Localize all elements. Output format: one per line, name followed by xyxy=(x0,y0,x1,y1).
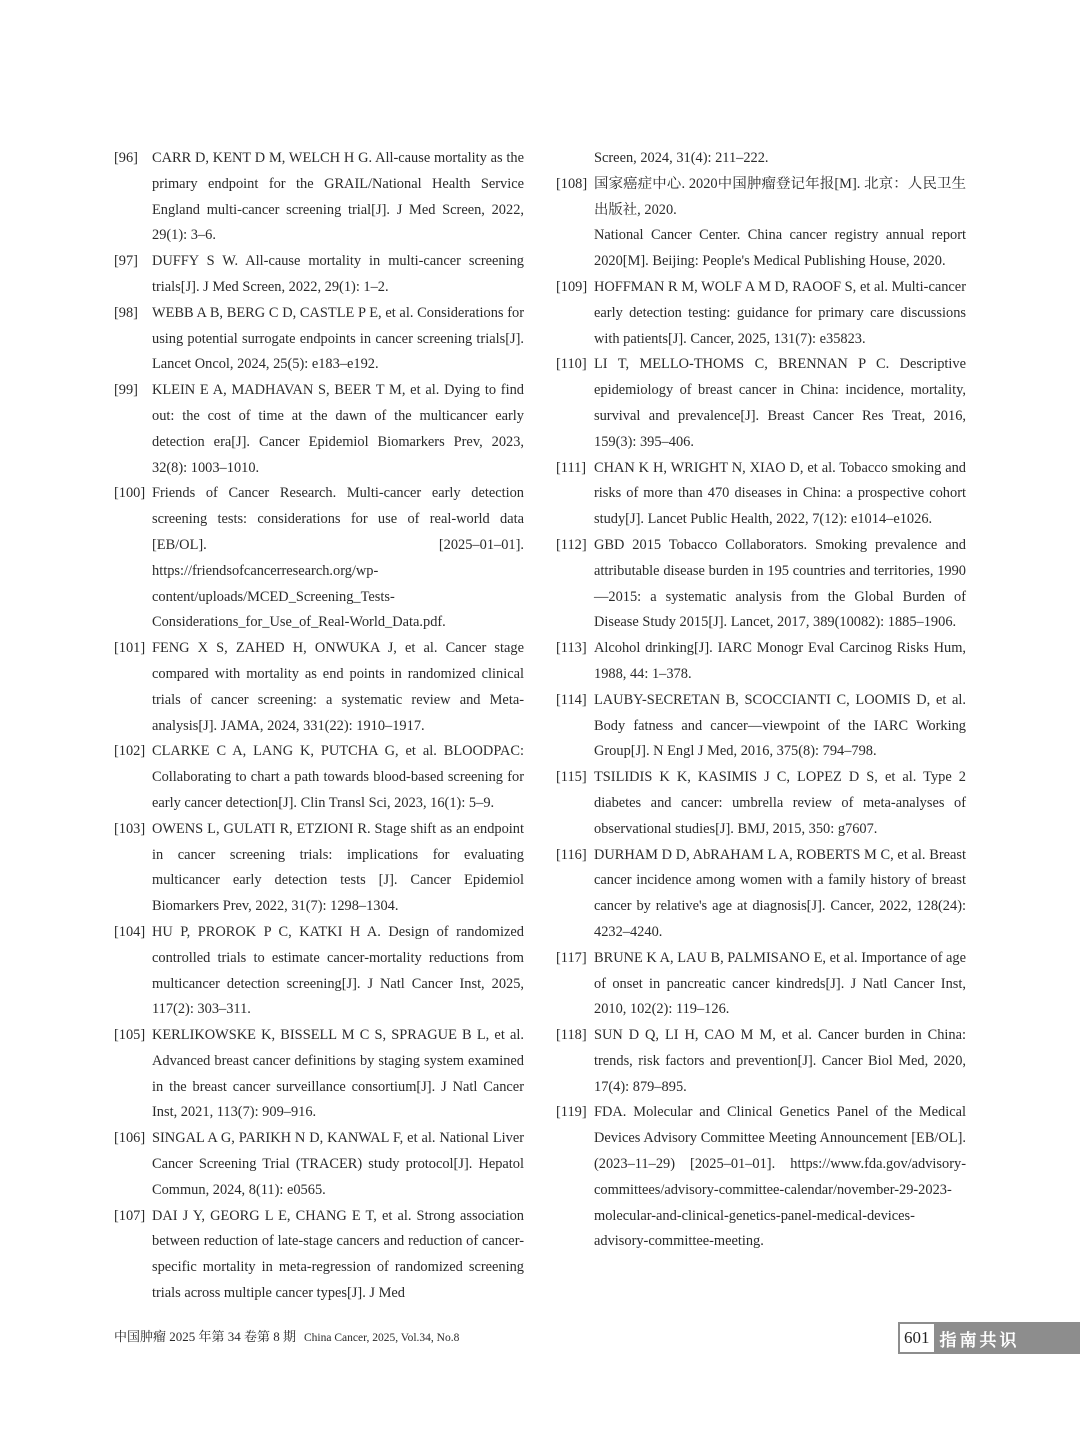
reference-item xyxy=(114,378,524,481)
journal-footer xyxy=(114,1326,459,1345)
reference-text-chinese: 国家癌症中心. 2020中国肿瘤登记年报[M]. 北京：人民卫生出版社, 2020. xyxy=(594,175,966,218)
reference-item xyxy=(114,481,524,636)
reference-text: SINGAL A G, PARIKH N D, KANWAL F, et al. National Liver Cancer Screening Trial (TRACER) study protocol[J]. Hepatol Commun, 2024, 8(11): e0565. xyxy=(152,1130,524,1198)
reference-number: [103] xyxy=(114,820,146,837)
reference-text: Friends of Cancer Research. Multi-cancer early detection screening tests: considerations for use of real-world data [EB/OL]. [2025–01–01]. https://friendsofcancerresearch.org/wp-content/uploads/MCED_Screening_Tests-Considerations_for_Use_of_Real-World_Data.pdf. xyxy=(152,485,524,631)
reference-item xyxy=(556,352,966,455)
reference-item xyxy=(556,172,966,224)
reference-number: [119] xyxy=(556,1104,587,1121)
reference-number: [100] xyxy=(114,485,146,502)
reference-item xyxy=(556,688,966,765)
reference-number: [105] xyxy=(114,1027,146,1044)
reference-number: [101] xyxy=(114,640,146,657)
reference-number: [97] xyxy=(114,253,138,270)
reference-item xyxy=(556,946,966,1023)
reference-item xyxy=(114,146,524,249)
journal-name-chinese: 中国肿瘤 2025 年第 34 卷第 8 期 xyxy=(114,1329,297,1344)
reference-number: [118] xyxy=(556,1027,587,1044)
reference-number: [117] xyxy=(556,949,587,966)
reference-text: FENG X S, ZAHED H, ONWUKA J, et al. Cancer stage compared with mortality as end points in randomized clinical trials of cancer screening: a systematic review and Meta-analysis[J]. JAMA, 2024, 331(22): 1910–1917. xyxy=(152,640,524,734)
reference-text: CLARKE C A, LANG K, PUTCHA G, et al. BLOODPAC: Collaborating to chart a path towards blood-based screening for early cancer detection[J]. Clin Transl Sci, 2023, 16(1): 5–9. xyxy=(152,743,524,811)
reference-item xyxy=(556,1100,966,1255)
reference-text: LAUBY-SECRETAN B, SCOCCIANTI C, LOOMIS D, et al. Body fatness and cancer—viewpoint of the IARC Working Group[J]. N Engl J Med, 2016, 375(8): 794–798. xyxy=(594,691,966,760)
reference-number: [109] xyxy=(556,278,588,295)
reference-number: [107] xyxy=(114,1207,146,1224)
reference-number: [98] xyxy=(114,304,138,321)
reference-number: [112] xyxy=(556,536,587,553)
reference-item xyxy=(556,275,966,352)
reference-continuation: Screen, 2024, 31(4): 211–222. xyxy=(594,150,769,166)
reference-text: FDA. Molecular and Clinical Genetics Panel of the Medical Devices Advisory Committee Meeting Announcement [EB/OL]. (2023–11–29) [2025–01–01]. https://www.fda.gov/advisory-committees/advisory-committee-calendar/november-29-2023-molecular-and-clinical-genetics-panel-medical-devices-advisory-committee-meeting. xyxy=(594,1104,966,1250)
page-tab xyxy=(898,1322,1080,1354)
reference-item xyxy=(114,1204,524,1307)
reference-item xyxy=(556,456,966,533)
reference-item xyxy=(556,636,966,688)
reference-text: KERLIKOWSKE K, BISSELL M C S, SPRAGUE B L, et al. Advanced breast cancer definitions by staging system examined in the breast cancer surveillance consortium[J]. J Natl Cancer Inst, 2021, 113(7): 909–916. xyxy=(152,1027,524,1121)
reference-text: TSILIDIS K K, KASIMIS J C, LOPEZ D S, et al. Type 2 diabetes and cancer: umbrella review of meta-analyses of observational studies[J]. BMJ, 2015, 350: g7607. xyxy=(594,769,966,837)
reference-text: HOFFMAN R M, WOLF A M D, RAOOF S, et al. Multi-cancer early detection testing: guidance for primary care discussions with patients[J]. Cancer, 2025, 131(7): e35823. xyxy=(594,278,966,347)
reference-number: [115] xyxy=(556,769,587,786)
reference-item xyxy=(114,636,524,739)
reference-number: [106] xyxy=(114,1130,146,1147)
reference-number: [104] xyxy=(114,923,146,940)
reference-text: SUN D Q, LI H, CAO M M, et al. Cancer burden in China: trends, risk factors and prevention[J]. Cancer Biol Med, 2020, 17(4): 879–895. xyxy=(594,1027,966,1095)
reference-number: [111] xyxy=(556,459,587,476)
reference-text: DAI J Y, GEORG L E, CHANG E T, et al. Strong association between reduction of late-stage cancers and reduction of cancer-specific mortality in meta-regression of randomized screening trials across multiple cancer types[J]. J Med xyxy=(152,1207,524,1302)
references-right-column xyxy=(556,146,966,1255)
reference-text-english: National Cancer Center. China cancer registry annual report 2020[M]. Beijing: People's Medical Publishing House, 2020. xyxy=(594,227,966,270)
reference-item xyxy=(114,739,524,816)
reference-text: GBD 2015 Tobacco Collaborators. Smoking prevalence and attributable disease burden in 195 countries and territories, 1990—2015: a systematic analysis from the Global Burden of Disease Study 2015[J]. Lancet, 2017, 389(10082): 1885–1906. xyxy=(594,536,966,631)
reference-text: CHAN K H, WRIGHT N, XIAO D, et al. Tobacco smoking and risks of more than 470 diseases in China: a prospective cohort study[J]. Lancet Public Health, 2022, 7(12): e1014–e1026. xyxy=(594,459,966,528)
reference-item xyxy=(114,920,524,1023)
reference-text: DURHAM D D, AbRAHAM L A, ROBERTS M C, et al. Breast cancer incidence among women with a family history of breast cancer by relative's age at diagnosis[J]. Cancer, 2022, 128(24): 4232–4240. xyxy=(594,846,966,940)
reference-item xyxy=(114,249,524,301)
reference-text: KLEIN E A, MADHAVAN S, BEER T M, et al. Dying to find out: the cost of time at the dawn of the multicancer early detection era[J]. Cancer Epidemiol Biomarkers Prev, 2023, 32(8): 1003–1010. xyxy=(152,382,524,476)
reference-number: [114] xyxy=(556,691,587,708)
reference-item xyxy=(556,765,966,842)
reference-number: [110] xyxy=(556,356,587,373)
reference-text: LI T, MELLO-THOMS C, BRENNAN P C. Descriptive epidemiology of breast cancer in China: incidence, mortality, survival and prevalence[J]. Breast Cancer Res Treat, 2016, 159(3): 395–406. xyxy=(594,356,966,450)
page-number: 601 xyxy=(900,1324,934,1352)
reference-number: [102] xyxy=(114,743,146,760)
reference-item xyxy=(556,843,966,946)
reference-number: [116] xyxy=(556,846,587,863)
reference-item xyxy=(114,301,524,378)
reference-text: Alcohol drinking[J]. IARC Monogr Eval Carcinog Risks Hum, 1988, 44: 1–378. xyxy=(594,640,966,682)
reference-number: [108] xyxy=(556,175,588,192)
reference-number: [96] xyxy=(114,150,138,166)
reference-item xyxy=(556,1023,966,1100)
reference-item xyxy=(114,817,524,920)
reference-item xyxy=(114,1023,524,1126)
section-label: 指南共识 xyxy=(939,1330,1020,1351)
reference-number: [99] xyxy=(114,382,138,399)
reference-item xyxy=(114,1126,524,1203)
reference-text: CARR D, KENT D M, WELCH H G. All-cause mortality as the primary endpoint for the GRAIL/National Health Service England multi-cancer screening trial[J]. J Med Screen, 2022, 29(1): 3–6. xyxy=(152,150,524,244)
reference-text: HU P, PROROK P C, KATKI H A. Design of randomized controlled trials to estimate cancer-mortality reductions from multicancer detection screening[J]. J Natl Cancer Inst, 2025, 117(2): 303–311. xyxy=(152,923,524,1018)
reference-text: BRUNE K A, LAU B, PALMISANO E, et al. Importance of age of onset in pancreatic cancer kindreds[J]. J Natl Cancer Inst, 2010, 102(2): 119–126. xyxy=(594,949,966,1018)
reference-text: DUFFY S W. All-cause mortality in multi-cancer screening trials[J]. J Med Screen, 2022, 29(1): 1–2. xyxy=(152,253,524,295)
reference-text: WEBB A B, BERG C D, CASTLE P E, et al. Considerations for using potential surrogate endpoints in cancer screening trials[J]. Lancet Oncol, 2024, 25(5): e183–e192. xyxy=(152,304,524,373)
reference-item xyxy=(556,533,966,636)
references-left-column xyxy=(114,146,524,1307)
journal-name-english: China Cancer, 2025, Vol.34, No.8 xyxy=(304,1332,460,1344)
reference-text: OWENS L, GULATI R, ETZIONI R. Stage shift as an endpoint in cancer screening trials: implications for evaluating multicancer early detection tests [J]. Cancer Epidemiol Biomarkers Prev, 2022, 31(7): 1298–1304. xyxy=(152,820,524,915)
reference-number: [113] xyxy=(556,640,587,657)
